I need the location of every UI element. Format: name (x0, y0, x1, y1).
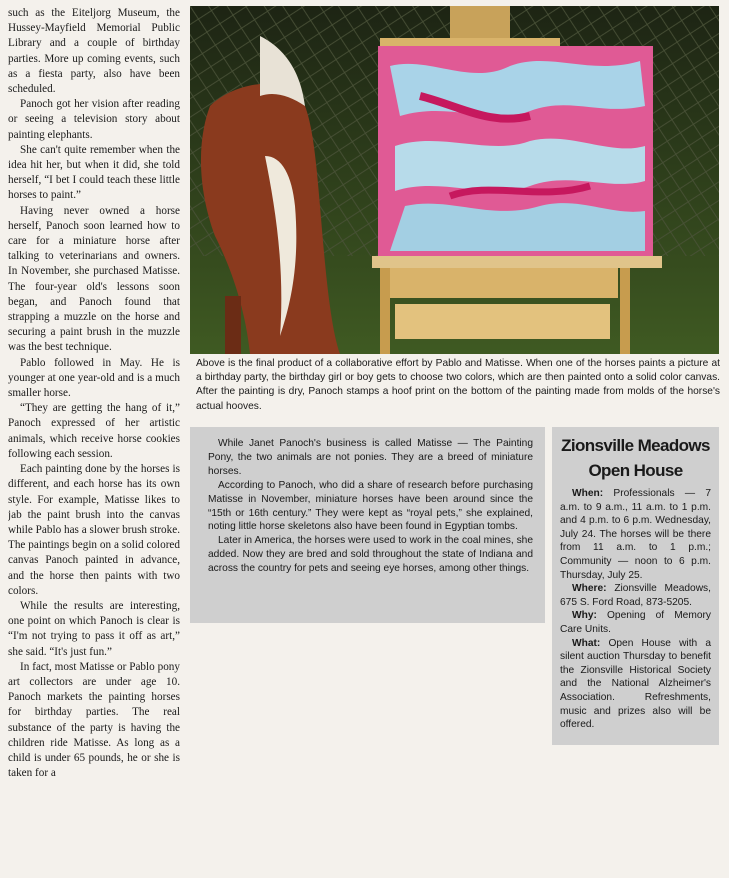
easel-drawer (395, 304, 610, 339)
photo-illustration (190, 6, 719, 354)
event-what-text: Open House with a silent auction Thursday to benefit the Zionsville Historical Society and the National Alzheimer's Association. Refreshments, music and prizes also will be offered. (560, 637, 711, 731)
article-paragraph: Pablo followed in May. He is younger at one year-old and is a much smaller horse. (8, 356, 180, 400)
photo-horse-painting (190, 6, 719, 354)
event-what-label: What: (572, 637, 601, 649)
event-when-label: When: (572, 488, 604, 499)
event-where-text: Zionsville Meadows, 675 S. Ford Road, 873-5205. (560, 583, 711, 608)
article-paragraph: While the results are interesting, one point on which Panoch is clear is “I'm not trying to pass it off as art,” she said. “It's just fun.” (8, 599, 180, 658)
horse-leg (225, 296, 241, 354)
event-what (560, 637, 711, 732)
easel-leg-right (620, 268, 630, 354)
event-why-label: Why: (572, 610, 597, 622)
event-box (552, 427, 719, 745)
article-paragraph: Having never owned a horse herself, Panoch soon learned how to care for a miniature horse after talking to veterinarians and owners. In November, she purchased Matisse. The four-year old's lessons soon began, and Panoch found that strapping a muzzle on the horse and securing a paint brush in the muzzle was the best technique. (8, 204, 180, 354)
article-paragraph: Panoch got her vision after reading or seeing a television story about painting elephants. (8, 98, 180, 141)
sidebar-article (190, 427, 545, 623)
easel-leg-left (380, 268, 390, 354)
event-when-text: Professionals — 7 a.m. to 9 a.m., 11 a.m. to 1 p.m. and 4 p.m. to 6 p.m. Wednesday, July 24. The horses will be there from 11 a.m. to 1 p.m.; Community — noon to 6 p.m. Thursday, July 25. (560, 488, 711, 581)
event-where (560, 582, 711, 609)
sidebar-paragraph: According to Panoch, who did a share of research before purchasing Matisse in November, miniature horses have been around since the “15th or 16th century.” They were kept as “royal pets,” she explained, noting little horse skeletons also have been found in Egyptian tombs. (208, 479, 533, 533)
sidebar-paragraph: Later in America, the horses were used to work in the coal mines, she added. Now they are bred and sold throughout the state of Indiana and across the country for pets and seeing eye horses, among other things. (208, 535, 533, 575)
event-why-text: Opening of Memory Care Units. (560, 610, 711, 635)
article-paragraph: She can't quite remember when the idea hit her, but when it did, she told herself, “I bet I could teach these little horses to paint.” (8, 143, 180, 202)
article-paragraph: Each painting done by the horses is different, and each horse has its own style. For example, Matisse likes to jab the paint brush into the canvas while Pablo has a slower brush stroke. The paintings begin on a solid colored canvas Panoch painted in advance, and the horse then paints with two colors. (8, 463, 180, 597)
article-paragraph: such as the Eiteljorg Museum, the Hussey-Mayfield Memorial Public Library and a couple of birthday parties. More up coming events, such as a fiesta party, also have been scheduled. (8, 7, 180, 96)
article-paragraph: In fact, most Matisse or Pablo pony art collectors are under age 10. Panoch markets the painting horses for birthday parties. The real substance of the party is having the children ride Matisse. As long as a child is under 65 pounds, he or she is taken for a (8, 660, 180, 780)
event-title (560, 433, 711, 483)
article-column (8, 6, 180, 874)
event-title-line: Open House (588, 461, 683, 480)
event-where-label: Where: (572, 583, 607, 595)
event-when (560, 487, 711, 582)
article-paragraph: “They are getting the hang of it,” Panoch expressed of her artistic animals, which receive horse cookies following each session. (8, 402, 180, 460)
easel-ledge (372, 256, 662, 268)
easel-box (388, 268, 618, 298)
sidebar-paragraph: While Janet Panoch's business is called Matisse — The Painting Pony, the two animals are not ponies. They are a breed of miniature horses. (208, 438, 533, 477)
event-why (560, 609, 711, 636)
paint-stroke-blue (390, 61, 645, 116)
photo-caption: Above is the final product of a collaborative effort by Pablo and Matisse. When one of the horses paints a picture at a birthday party, the birthday girl or boy gets to choose two colors, which are then painted onto a solid color canvas. After the painting is dry, Panoch stamps a hoof print on the bottom of the painting made from molds of the horse's actual hooves. (196, 358, 720, 412)
event-title-line: Zionsville Meadows (561, 436, 710, 455)
